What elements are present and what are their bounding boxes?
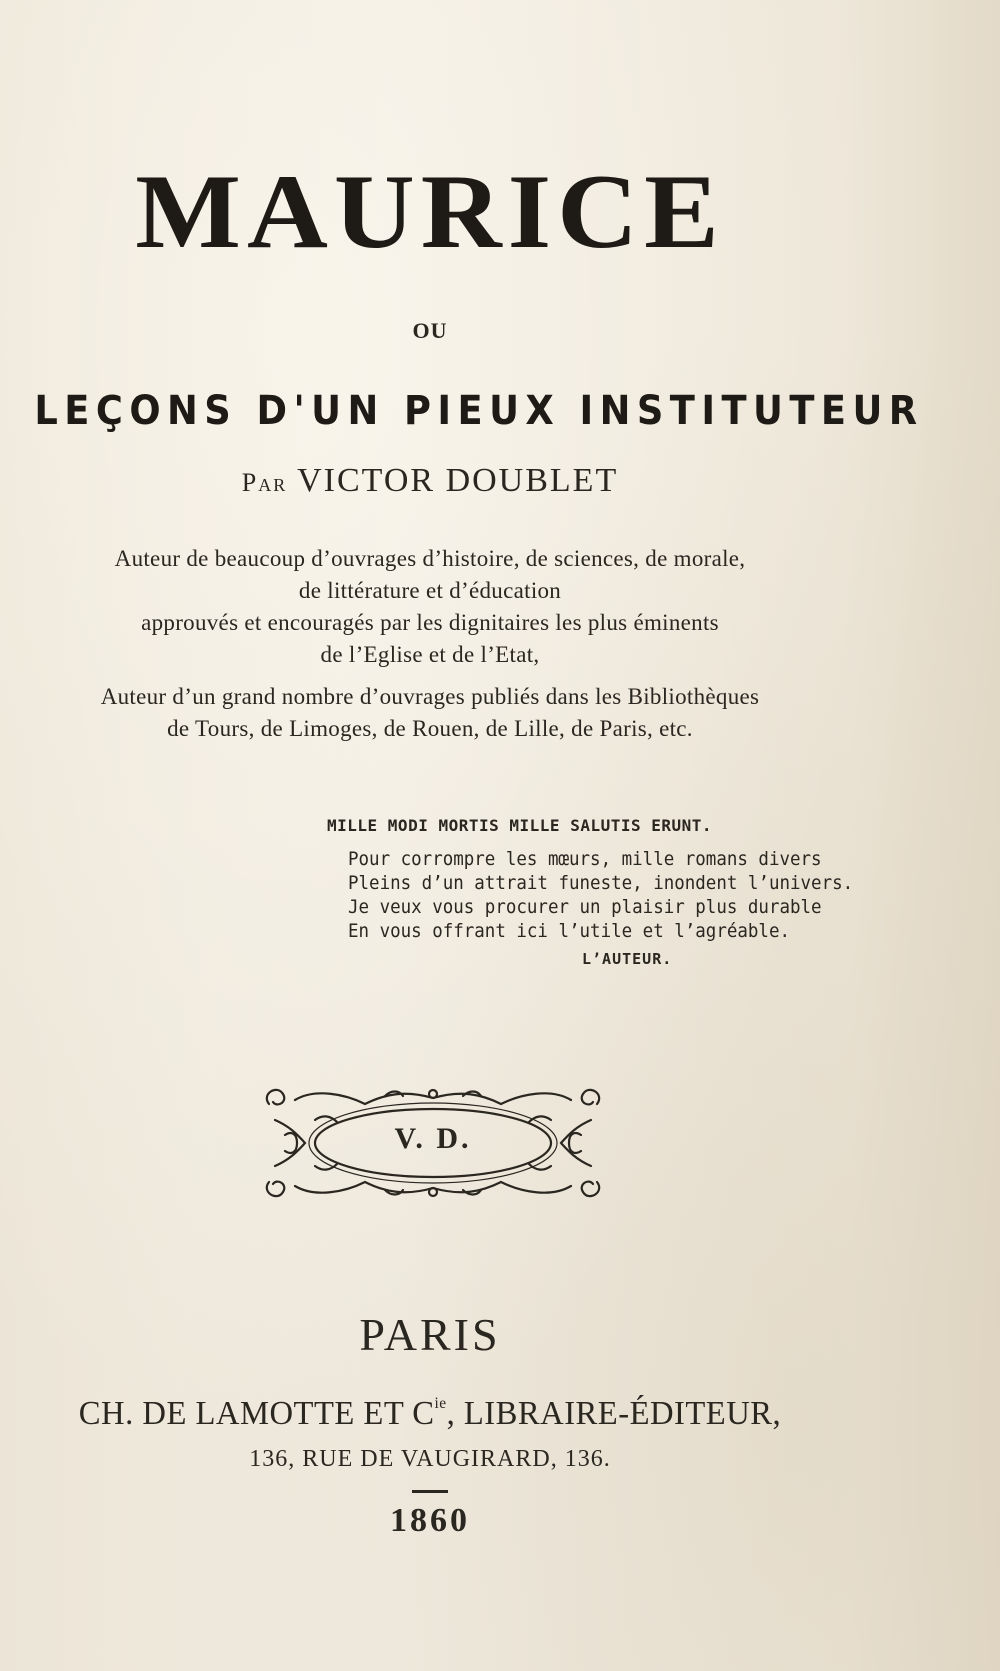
author-description-line: de l’Eglise et de l’Etat, [320, 642, 540, 667]
book-title: MAURICE [135, 153, 725, 271]
imprint-city: PARIS [359, 1309, 501, 1360]
imprint-address: 136, RUE DE VAUGIRARD, 136. [249, 1446, 611, 1472]
author-description-line: Auteur de beaucoup d’ouvrages d’histoire, de sciences, de morale, [114, 546, 746, 571]
epigraph-verse-line: Pleins d’un attrait funeste, inondent l’univers. [348, 872, 854, 894]
publisher-role: , LIBRAIRE-ÉDITEUR, [446, 1395, 782, 1432]
book-subtitle: LEÇONS D'UN PIEUX INSTITUTEUR [34, 388, 924, 434]
author-description-line: approuvés et encouragés par les dignitaires les plus éminents [141, 610, 719, 635]
epigraph-attribution: L’AUTEUR. [582, 950, 673, 968]
imprint-year: 1860 [390, 1502, 470, 1539]
imprint-publisher [17, 1395, 843, 1433]
author-line [0, 462, 860, 500]
author-description-line: Auteur d’un grand nombre d’ouvrages publiés dans les Bibliothèques [100, 684, 760, 709]
author-description-line: de littérature et d’éducation [298, 578, 562, 603]
author-prefix: Par [241, 468, 288, 497]
author-name: VICTOR DOUBLET [297, 462, 619, 499]
epigraph-verse-line: Je veux vous procurer un plaisir plus durable [348, 896, 822, 918]
epigraph-verse-line: Pour corrompre les mœurs, mille romans divers [348, 848, 822, 870]
author-description-line: de Tours, de Limoges, de Rouen, de Lille, de Paris, etc. [167, 716, 693, 741]
epigraph-verse-line: En vous offrant ici l’utile et l’agréable. [348, 920, 791, 942]
title-connector: OU [412, 318, 448, 343]
monogram: V. D. [394, 1122, 472, 1155]
publisher-company-suffix: ie [434, 1395, 447, 1412]
publisher-name: CH. DE LAMOTTE ET C [78, 1395, 435, 1432]
epigraph-motto: MILLE MODI MORTIS MILLE SALUTIS ERUNT. [327, 816, 713, 835]
divider [412, 1490, 448, 1493]
